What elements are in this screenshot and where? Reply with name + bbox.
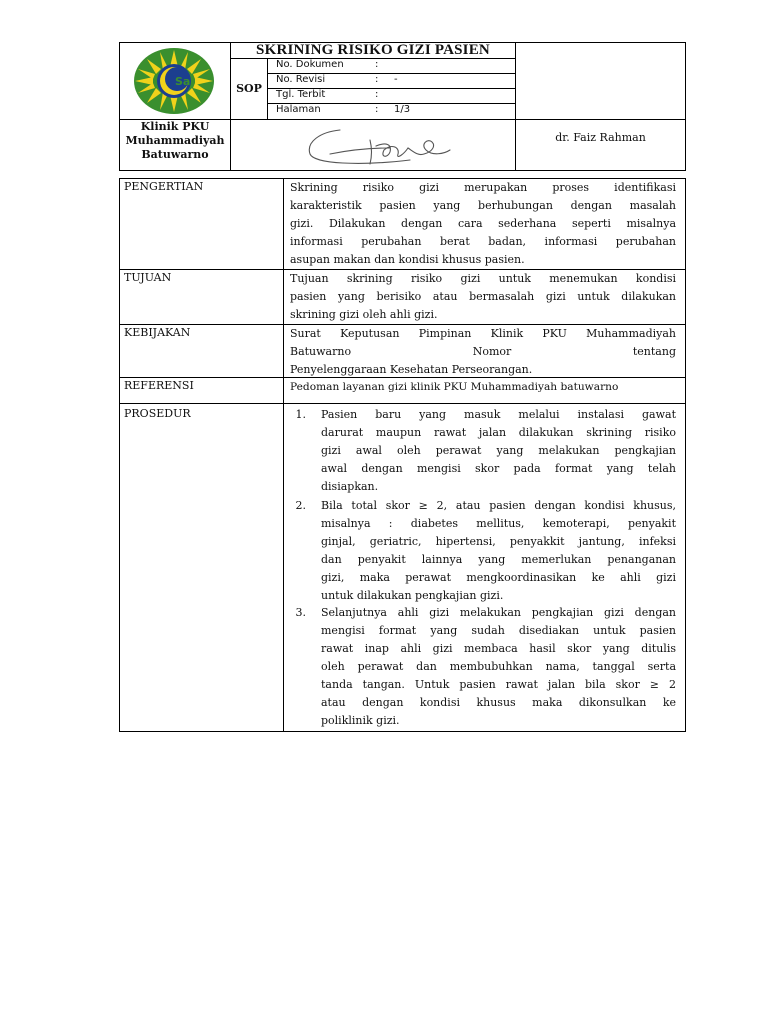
meta-sep-halaman: : [375,104,379,115]
header-divider-2 [515,42,516,171]
text-referensi [290,378,684,396]
prosedur-item-1-text [321,406,676,496]
sop-label: SOP [236,82,262,95]
prosedur-2-line-6: untuk dilakukan pengkajian gizi. [321,589,504,602]
body-bottom-border [119,731,686,732]
body-left-border [119,178,120,732]
pengertian-line-2: karakteristik pasien yang berhubungan dengan masalah [290,199,676,212]
prosedur-2-line-3: ginjal, geriatric, hipertensi, penyakkit jantung, infeksi [321,535,676,548]
row-divider-4 [119,403,686,404]
pengertian-line-1: Skrining risiko gizi merupakan proses identifikasi [290,181,676,194]
meta-label-revisi: No. Revisi [276,74,326,85]
meta-label-terbit: Tgl. Terbit [276,89,326,100]
prosedur-1-line-1: Pasien baru yang masuk melalui instalasi gawat [321,408,676,421]
clinic-name-line-3: Batuwarno [141,148,209,161]
meta-sep-revisi: : [375,74,379,85]
kebijakan-line-2: Batuwarno Nomor tentang [290,345,676,358]
text-tujuan [290,270,676,324]
prosedur-2-line-5: gizi, maka perawat mengkoordinasikan ke ahli gizi [321,571,676,584]
clinic-name-line-2: Muhammadiyah [125,134,225,147]
prosedur-3-line-5: tanda tangan. Untuk pasien rawat jalan bila skor ≥ 2 [321,678,676,691]
body-right-border [685,178,686,732]
prosedur-item-1 [286,406,681,496]
prosedur-3-line-6: atau dengan kondisi khusus maka dikonsulkan ke [321,696,676,709]
text-kebijakan [290,325,676,379]
prosedur-1-line-5: disiapkan. [321,480,379,493]
prosedur-3-line-7: poliklinik gizi. [321,714,400,727]
prosedur-item-2-text [321,497,676,605]
prosedur-3-line-4: oleh perawat dan membubuhkan nama, tanggal serta [321,660,676,673]
label-pengertian: PENGERTIAN [124,180,204,193]
prosedur-item-3-text [321,604,676,730]
meta-sep-dokumen: : [375,59,379,70]
page-title: SKRINING RISIKO GIZI PASIEN [256,42,490,58]
prosedur-item-2-number: 2. [295,499,306,512]
header-bottom-border [119,170,686,171]
header-right-border [685,42,686,171]
prosedur-1-line-3: gizi awal oleh perawat yang melakukan pengkajian [321,444,676,457]
body-column-divider [283,178,284,732]
tujuan-line-3: skrining gizi oleh ahli gizi. [290,308,438,321]
label-prosedur: PROSEDUR [124,407,191,420]
label-kebijakan: KEBIJAKAN [124,326,191,339]
clinic-logo [133,47,215,115]
label-referensi: REFERENSI [124,379,194,392]
clinic-name-line-1: Klinik PKU [140,120,210,133]
clinic-name [120,120,230,162]
prosedur-2-line-2: misalnya : diabetes mellitus, kemoterapi, penyakit [321,517,676,530]
prosedur-1-line-2: darurat maupun rawat jalan dilakukan skrining risiko [321,426,676,439]
referensi-line-1: Pedoman layanan gizi klinik PKU Muhammadiyah batuwarno [290,381,619,393]
pengertian-line-5: asupan makan dan kondisi khusus pasien. [290,253,525,266]
prosedur-3-line-1: Selanjutnya ahli gizi melakukan pengkajian gizi dengan [321,606,676,619]
meta-label-dokumen: No. Dokumen [276,59,344,70]
meta-value-revisi: - [394,74,398,85]
prosedur-item-1-number: 1. [295,408,306,421]
header-divider-1 [230,42,231,171]
tujuan-line-2: pasien yang berisiko atau bermasalah gizi untuk dilakukan [290,290,676,303]
prosedur-item-3-number: 3. [295,606,306,619]
kebijakan-line-3: Penyelenggaraan Kesehatan Perseorangan. [290,363,533,376]
prosedur-2-line-4: dan penyakit lainnya yang memerlukan penanganan [321,553,676,566]
pengertian-line-3: gizi. Dilakukan dengan cara sederhana seperti misalnya [290,217,676,230]
kebijakan-line-1: Surat Keputusan Pimpinan Klinik PKU Muhammadiyah [290,327,676,340]
prosedur-item-3 [286,604,681,730]
prosedur-item-2 [286,497,681,605]
prosedur-1-line-4: awal dengan mengisi skor pada format yang telah [321,462,676,475]
pengertian-line-4: informasi perubahan berat badan, informasi perubahan [290,235,676,248]
signature [300,124,460,168]
prosedur-2-line-1: Bila total skor ≥ 2, atau pasien dengan kondisi khusus, [321,499,676,512]
prosedur-3-line-3: rawat inap ahli gizi membaca hasil skor yang ditulis [321,642,676,655]
signatory-name: dr. Faiz Rahman [555,131,646,144]
meta-value-halaman: 1/3 [394,104,411,115]
text-pengertian [290,179,676,269]
meta-sep-terbit: : [375,89,379,100]
meta-label-halaman: Halaman [276,104,321,115]
label-tujuan: TUJUAN [124,271,172,284]
prosedur-3-line-2: mengisi format yang sudah disediakan untuk pasien [321,624,676,637]
logo-lettering: Sa [175,75,191,88]
tujuan-line-1: Tujuan skrining risiko gizi untuk menemukan kondisi [290,272,676,285]
header-title-underline [230,58,516,59]
